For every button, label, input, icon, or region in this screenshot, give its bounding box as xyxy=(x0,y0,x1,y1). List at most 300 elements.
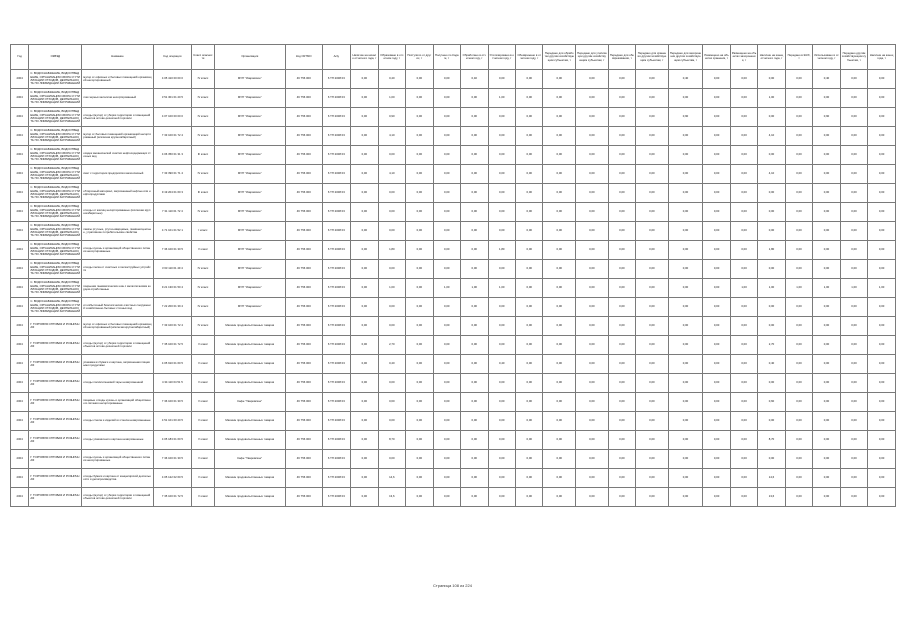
table-cell: 0,00 xyxy=(785,488,812,507)
table-cell: 4 71 101 01 52 1 xyxy=(153,222,192,241)
table-cell: 9 19 204 01 60 3 xyxy=(153,184,192,203)
table-cell: 0,00 xyxy=(351,222,378,241)
table-cell: 0,00 xyxy=(785,165,812,184)
table-cell: 46 756 000 xyxy=(285,70,322,89)
table-cell: 0,00 xyxy=(515,393,542,412)
table-cell: 0,00 xyxy=(668,450,703,469)
table-cell: 0,00 xyxy=(406,165,433,184)
table-cell: 0,00 xyxy=(488,488,515,507)
table-cell: 7 22 200 01 39 4 xyxy=(153,298,192,317)
table-cell: 2004 xyxy=(11,450,29,469)
table-cell: 0,00 xyxy=(668,89,703,108)
table-cell: 0,00 xyxy=(433,146,460,165)
table-cell: мусор от бытовых помещений организаций несортированный (исключая крупногабаритный) xyxy=(82,127,153,146)
table-cell: 0,00 xyxy=(515,450,542,469)
table-cell: покрышки пневматических шин с металлическим кордом отработанные xyxy=(82,279,153,298)
table-cell: 46 756 000 xyxy=(285,127,322,146)
table-row xyxy=(11,336,896,355)
table-cell: 0,00 xyxy=(488,298,515,317)
table-cell: 0,00 xyxy=(840,203,867,222)
table-cell: 0,00 xyxy=(668,241,703,260)
table-cell: 0,00 xyxy=(433,317,460,336)
table-cell: 0,00 xyxy=(351,336,378,355)
table-cell: 0,00 xyxy=(813,203,840,222)
table-cell: 0,00 xyxy=(406,412,433,431)
table-cell: 0,00 xyxy=(868,488,896,507)
table-cell: 0,00 xyxy=(576,355,609,374)
table-cell: 0,00 xyxy=(703,165,730,184)
table-cell: 0,00 xyxy=(758,374,785,393)
table-cell: 0,00 xyxy=(608,70,635,89)
table-cell: 46 756 000 xyxy=(285,374,322,393)
table-cell: 6 ТП 2008 03 xyxy=(322,488,351,507)
column-header: Наличие на конец отчетного года, т xyxy=(758,45,785,70)
table-cell: 0,00 xyxy=(515,146,542,165)
table-cell: 1,00 xyxy=(730,279,757,298)
table-cell: 0,00 xyxy=(515,355,542,374)
table-cell: 6 ТП 2008 03 xyxy=(322,165,351,184)
table-cell: 0,00 xyxy=(703,374,730,393)
table-cell: 0,00 xyxy=(543,70,576,89)
table-cell: 46 756 000 xyxy=(285,355,322,374)
table-cell: 4,10 xyxy=(378,165,405,184)
table-cell: 0,00 xyxy=(758,260,785,279)
table-cell: 0,00 xyxy=(543,336,576,355)
table-cell: V класс xyxy=(192,374,214,393)
table-cell: 0,00 xyxy=(378,222,405,241)
table-cell: 0,00 xyxy=(406,203,433,222)
table-row xyxy=(11,393,896,412)
table-cell: 0,00 xyxy=(813,89,840,108)
table-cell: 0,00 xyxy=(543,393,576,412)
table-cell: Магазин продовольственных товаров xyxy=(214,488,285,507)
table-cell: 2004 xyxy=(11,469,29,488)
table-cell: 0,00 xyxy=(351,317,378,336)
table-cell: 0,00 xyxy=(730,203,757,222)
table-cell: 0,00 xyxy=(785,241,812,260)
table-cell: 6 ТП 2008 03 xyxy=(322,355,351,374)
table-cell: Магазин продовольственных товаров xyxy=(214,412,285,431)
column-header: Acty xyxy=(322,45,351,70)
table-cell: 0,00 xyxy=(576,108,609,127)
table-cell: 0,00 xyxy=(543,165,576,184)
table-cell: 13,6 xyxy=(758,488,785,507)
table-cell: 0,00 xyxy=(785,260,812,279)
column-header: Использовано в отчетном году, т xyxy=(813,45,840,70)
table-cell: 4,10 xyxy=(378,127,405,146)
table-cell: 0,00 xyxy=(785,184,812,203)
table-cell: 0,00 xyxy=(433,222,460,241)
table-cell: 0,00 xyxy=(840,146,867,165)
table-cell: 0,00 xyxy=(461,336,488,355)
table-cell: 46 756 000 xyxy=(285,222,322,241)
table-cell: 0,00 xyxy=(636,298,669,317)
table-cell: 0,00 xyxy=(868,165,896,184)
table-cell: 1,80 xyxy=(758,241,785,260)
table-cell: 0,60 xyxy=(758,393,785,412)
table-cell: 0,00 xyxy=(608,393,635,412)
table-cell: 0,00 xyxy=(703,108,730,127)
column-header: Код операции xyxy=(153,45,192,70)
table-cell: 0,00 xyxy=(868,374,896,393)
column-header: Код ОКТМО xyxy=(285,45,322,70)
table-cell: Г. ТОРГОВЛЯ ОПТОВАЯ И РОЗНИЧНАЯ xyxy=(29,317,82,336)
table-cell: IV класс xyxy=(192,89,214,108)
table-cell: отходы кухонь и организаций общественного питания несортированные xyxy=(82,450,153,469)
table-cell: 0,00 xyxy=(703,488,730,507)
table-cell: V класс xyxy=(192,450,214,469)
table-cell: 0,00 xyxy=(608,165,635,184)
table-cell: III класс xyxy=(192,184,214,203)
table-cell: 0,00 xyxy=(378,146,405,165)
table-cell: 0,00 xyxy=(351,70,378,89)
table-cell: 0,00 xyxy=(868,108,896,127)
table-cell: 0,00 xyxy=(433,89,460,108)
table-cell: 8,70 xyxy=(378,431,405,450)
table-cell: 0,00 xyxy=(703,298,730,317)
table-row xyxy=(11,203,896,222)
table-row xyxy=(11,279,896,298)
table-cell: 0,00 xyxy=(636,317,669,336)
table-cell: 0,00 xyxy=(785,450,812,469)
table-cell: 0,00 xyxy=(576,412,609,431)
table-cell: С. ВОДОСНАБЖЕНИЕ, ВОДООТВЕДЕНИЕ, ОРГАНИЗАЦИЯ СБОРА И УТИЛИЗАЦИИ ОТХОДОВ, ДЕЯТЕЛЬНОСТЬ ПО ЛИКВИДАЦИИ ЗАГРЯЗНЕНИЙ xyxy=(29,127,82,146)
table-cell: 0,00 xyxy=(730,355,757,374)
table-cell: 0,00 xyxy=(488,450,515,469)
table-cell: 3 51 301 01 20 5 xyxy=(153,89,192,108)
table-cell: 0,00 xyxy=(543,374,576,393)
table-cell: 0,00 xyxy=(840,355,867,374)
table-cell: 0,00 xyxy=(785,355,812,374)
table-cell: МУП "Уваровское" xyxy=(214,184,285,203)
table-cell: 6 ТП 2008 03 xyxy=(322,374,351,393)
table-cell: 0,00 xyxy=(636,222,669,241)
column-header: ОКВЭД xyxy=(29,45,82,70)
table-cell: 0,00 xyxy=(406,298,433,317)
table-cell: 7 36 100 01 30 5 xyxy=(153,393,192,412)
table-cell: V класс xyxy=(192,488,214,507)
table-cell: IV класс xyxy=(192,70,214,89)
table-cell: 0,00 xyxy=(488,412,515,431)
table-cell: 0,00 xyxy=(636,431,669,450)
table-cell: 0,40 xyxy=(461,70,488,89)
table-cell: 0,00 xyxy=(515,127,542,146)
table-cell: 6 ТП 2008 03 xyxy=(322,70,351,89)
table-cell: 0,00 xyxy=(813,336,840,355)
table-cell: 0,40 xyxy=(813,70,840,89)
table-cell: 0,00 xyxy=(351,203,378,222)
table-cell: С. ВОДОСНАБЖЕНИЕ, ВОДООТВЕДЕНИЕ, ОРГАНИЗАЦИЯ СБОРА И УТИЛИЗАЦИИ ОТХОДОВ, ДЕЯТЕЛЬНОСТЬ ПО ЛИКВИДАЦИИ ЗАГРЯЗНЕНИЙ xyxy=(29,222,82,241)
table-cell: 0,00 xyxy=(351,108,378,127)
table-cell: 0,00 xyxy=(406,241,433,260)
table-cell: 1,00 xyxy=(488,89,515,108)
table-row xyxy=(11,241,896,260)
table-cell: 0,00 xyxy=(730,488,757,507)
table-cell: 0,00 xyxy=(515,241,542,260)
table-cell: 4 05 183 01 60 5 xyxy=(153,431,192,450)
table-cell: 46 756 000 xyxy=(285,241,322,260)
table-cell: 0,00 xyxy=(406,488,433,507)
column-header: Организация xyxy=(214,45,285,70)
table-cell: 0,40 xyxy=(488,355,515,374)
table-cell: 2004 xyxy=(11,89,29,108)
table-cell: 0,00 xyxy=(515,184,542,203)
table-cell: 0,00 xyxy=(730,184,757,203)
table-cell: 1,00 xyxy=(488,279,515,298)
table-cell: 0,00 xyxy=(433,184,460,203)
table-cell: 0,00 xyxy=(351,279,378,298)
table-cell: 0,00 xyxy=(488,222,515,241)
table-cell: 14,6 xyxy=(758,469,785,488)
table-cell: 0,00 xyxy=(461,222,488,241)
table-cell: 0,00 xyxy=(461,317,488,336)
table-cell: 0,00 xyxy=(608,279,635,298)
table-cell: 0,00 xyxy=(636,184,669,203)
table-cell: 7 31 110 01 72 4 xyxy=(153,203,192,222)
table-cell: 0,40 xyxy=(378,355,405,374)
table-cell: 0,00 xyxy=(461,488,488,507)
table-cell: 0,00 xyxy=(433,431,460,450)
table-cell: 0,00 xyxy=(868,336,896,355)
table-cell: МУП "Уваровское" xyxy=(214,165,285,184)
table-cell: 0,00 xyxy=(515,488,542,507)
table-cell: 6 ТП 2008 03 xyxy=(322,431,351,450)
table-cell: 0,00 xyxy=(813,450,840,469)
table-cell: 0,90 xyxy=(378,108,405,127)
table-cell: 0,00 xyxy=(636,241,669,260)
table-cell: 0,00 xyxy=(813,393,840,412)
table-cell: 2004 xyxy=(11,412,29,431)
table-cell: 0,00 xyxy=(515,108,542,127)
table-row xyxy=(11,469,896,488)
column-header: Утилизировано в отчетном году, т xyxy=(488,45,515,70)
column-header: Размещено на объектах захоронения, т xyxy=(730,45,757,70)
table-cell: 0,00 xyxy=(543,203,576,222)
table-cell: 6 ТП 2008 03 xyxy=(322,89,351,108)
table-cell: 0,00 xyxy=(608,374,635,393)
table-cell: 2004 xyxy=(11,127,29,146)
table-cell: 0,00 xyxy=(378,260,405,279)
table-cell: 0,00 xyxy=(488,336,515,355)
table-cell: 46 756 000 xyxy=(285,317,322,336)
table-cell: 0,00 xyxy=(461,450,488,469)
table-cell: 0,00 xyxy=(668,469,703,488)
table-cell: 0,00 xyxy=(703,70,730,89)
table-cell: 0,00 xyxy=(758,298,785,317)
column-header: Передано для обработки другим хозяйствующим субъектам, т xyxy=(543,45,576,70)
table-cell: 0,00 xyxy=(433,108,460,127)
column-header: Наличие на конец года, т xyxy=(868,45,896,70)
table-cell: 0,00 xyxy=(461,374,488,393)
table-cell: 0,00 xyxy=(351,450,378,469)
table-cell: 0,00 xyxy=(576,165,609,184)
table-cell: упаковка из бумаги и картона, загрязненная пищевыми продуктами xyxy=(82,355,153,374)
table-cell: 0,00 xyxy=(433,70,460,89)
table-cell: 0,00 xyxy=(488,127,515,146)
table-row xyxy=(11,317,896,336)
table-cell: V класс xyxy=(192,431,214,450)
table-cell: 46 756 000 xyxy=(285,165,322,184)
table-cell: 0,00 xyxy=(406,317,433,336)
table-cell: Кафе "Уваровское" xyxy=(214,393,285,412)
table-cell: 0,00 xyxy=(703,184,730,203)
table-cell: 0,00 xyxy=(576,260,609,279)
table-cell: отходы бумаги и картона от канцелярской деятельности и делопроизводства xyxy=(82,469,153,488)
table-cell: 0,00 xyxy=(636,393,669,412)
table-cell: 0,00 xyxy=(515,298,542,317)
table-cell: 0,00 xyxy=(813,374,840,393)
table-cell: Магазин продовольственных товаров xyxy=(214,355,285,374)
table-cell: 0,00 xyxy=(576,298,609,317)
table-cell: 0,00 xyxy=(730,260,757,279)
table-cell: 0,00 xyxy=(785,469,812,488)
table-cell: V класс xyxy=(192,412,214,431)
table-cell: 6 ТП 2008 03 xyxy=(322,412,351,431)
table-cell: 0,00 xyxy=(813,127,840,146)
table-cell: 0,00 xyxy=(608,222,635,241)
table-cell: 0,00 xyxy=(576,89,609,108)
column-header: Поступило от других, т xyxy=(406,45,433,70)
table-cell: 0,00 xyxy=(813,488,840,507)
table-cell: С. ВОДОСНАБЖЕНИЕ, ВОДООТВЕДЕНИЕ, ОРГАНИЗАЦИЯ СБОРА И УТИЛИЗАЦИИ ОТХОДОВ, ДЕЯТЕЛЬНОСТЬ ПО ЛИКВИДАЦИИ ЗАГРЯЗНЕНИЙ xyxy=(29,184,82,203)
table-cell: 0,00 xyxy=(433,355,460,374)
table-row xyxy=(11,412,896,431)
table-cell: 0,00 xyxy=(636,260,669,279)
table-cell: 0,00 xyxy=(608,317,635,336)
table-cell: С. ВОДОСНАБЖЕНИЕ, ВОДООТВЕДЕНИЕ, ОРГАНИЗАЦИЯ СБОРА И УТИЛИЗАЦИИ ОТХОДОВ, ДЕЯТЕЛЬНОСТЬ ПО ЛИКВИДАЦИИ ЗАГРЯЗНЕНИЙ xyxy=(29,108,82,127)
table-cell: 0,00 xyxy=(868,450,896,469)
table-cell: IV класс xyxy=(192,165,214,184)
table-cell: 0,00 xyxy=(730,431,757,450)
table-cell: 0,00 xyxy=(668,374,703,393)
table-cell: IV класс xyxy=(192,317,214,336)
table-cell: 0,00 xyxy=(461,241,488,260)
table-cell: 0,00 xyxy=(488,317,515,336)
table-cell: отходы кухонь и организаций общественного питания несортированные xyxy=(82,241,153,260)
table-cell: 2004 xyxy=(11,184,29,203)
table-cell: 0,00 xyxy=(668,165,703,184)
table-cell: 0,00 xyxy=(515,89,542,108)
table-cell: 0,00 xyxy=(785,146,812,165)
table-cell: отходы песка от очистных и пескоструйных устройств xyxy=(82,260,153,279)
table-cell: 0,00 xyxy=(840,469,867,488)
table-row xyxy=(11,165,896,184)
table-cell: IV класс xyxy=(192,279,214,298)
table-cell: 0,00 xyxy=(668,127,703,146)
table-cell: 0,00 xyxy=(703,469,730,488)
table-cell: 0,00 xyxy=(543,89,576,108)
table-cell: 0,00 xyxy=(543,146,576,165)
table-cell: 0,00 xyxy=(703,412,730,431)
table-cell: 7 33 100 01 72 4 xyxy=(153,317,192,336)
table-row xyxy=(11,298,896,317)
table-cell: С. ВОДОСНАБЖЕНИЕ, ВОДООТВЕДЕНИЕ, ОРГАНИЗАЦИЯ СБОРА И УТИЛИЗАЦИИ ОТХОДОВ, ДЕЯТЕЛЬНОСТЬ ПО ЛИКВИДАЦИИ ЗАГРЯЗНЕНИЙ xyxy=(29,70,82,89)
table-cell: 0,00 xyxy=(543,469,576,488)
table-cell: 0,00 xyxy=(515,203,542,222)
table-cell: 0,00 xyxy=(730,89,757,108)
table-cell: 0,00 xyxy=(406,127,433,146)
table-cell: 2004 xyxy=(11,317,29,336)
table-cell: 0,00 xyxy=(636,70,669,89)
table-cell: 0,00 xyxy=(576,241,609,260)
table-cell: 0,00 xyxy=(543,298,576,317)
table-cell: 0,00 xyxy=(461,89,488,108)
table-cell: 0,00 xyxy=(378,450,405,469)
column-header: Передано для хранения другим хозяйствующим субъектам, т xyxy=(636,45,669,70)
table-cell: 0,00 xyxy=(576,488,609,507)
table-cell: 0,00 xyxy=(703,89,730,108)
table-cell: 0,00 xyxy=(608,298,635,317)
table-cell: Г. ТОРГОВЛЯ ОПТОВАЯ И РОЗНИЧНАЯ xyxy=(29,488,82,507)
table-row xyxy=(11,450,896,469)
table-cell: 0,00 xyxy=(576,203,609,222)
table-cell: 1,00 xyxy=(378,279,405,298)
column-header: Класс опасности xyxy=(192,45,214,70)
table-cell: 1,00 xyxy=(378,89,405,108)
table-cell: 0,00 xyxy=(488,184,515,203)
table-cell: 0,00 xyxy=(515,431,542,450)
table-cell: обтирочный материал, загрязненный нефтью или нефтепродуктами xyxy=(82,184,153,203)
table-cell: 0,00 xyxy=(543,260,576,279)
table-cell: 2004 xyxy=(11,241,29,260)
table-cell: 2004 xyxy=(11,431,29,450)
page-number-footer: Страница 108 из 224 xyxy=(433,583,472,588)
table-cell: 0,00 xyxy=(840,393,867,412)
table-cell: 0,00 xyxy=(868,412,896,431)
table-row xyxy=(11,374,896,393)
table-cell: 6 ТП 2008 03 xyxy=(322,127,351,146)
table-cell: С. ВОДОСНАБЖЕНИЕ, ВОДООТВЕДЕНИЕ, ОРГАНИЗАЦИЯ СБОРА И УТИЛИЗАЦИИ ОТХОДОВ, ДЕЯТЕЛЬНОСТЬ ПО ЛИКВИДАЦИИ ЗАГРЯЗНЕНИЙ xyxy=(29,279,82,298)
table-cell: 0,00 xyxy=(636,279,669,298)
table-cell: 6 ТП 2008 03 xyxy=(322,108,351,127)
table-cell: 46 756 000 xyxy=(285,184,322,203)
table-cell: III класс xyxy=(192,146,214,165)
table-row xyxy=(11,127,896,146)
table-cell: отходы упаковочного картона незагрязненные xyxy=(82,431,153,450)
table-cell: 0,40 xyxy=(758,355,785,374)
table-cell: 0,00 xyxy=(406,89,433,108)
table-cell: 0,00 xyxy=(608,469,635,488)
table-cell: 2004 xyxy=(11,70,29,89)
table-cell: IV класс xyxy=(192,203,214,222)
table-cell: 0,00 xyxy=(351,89,378,108)
table-cell: 1,00 xyxy=(785,279,812,298)
table-cell: 0,00 xyxy=(576,374,609,393)
table-cell: 0,00 xyxy=(703,222,730,241)
table-cell: 0,00 xyxy=(406,336,433,355)
table-cell: Г. ТОРГОВЛЯ ОПТОВАЯ И РОЗНИЧНАЯ xyxy=(29,374,82,393)
table-cell: 46 756 000 xyxy=(285,431,322,450)
column-header: Название xyxy=(82,45,153,70)
table-cell: 4 06 350 01 31 3 xyxy=(153,146,192,165)
table-cell: 46 756 000 xyxy=(285,89,322,108)
table-cell: 0,00 xyxy=(668,431,703,450)
table-cell: 0,00 xyxy=(840,412,867,431)
table-cell: 0,00 xyxy=(785,70,812,89)
table-cell: 0,00 xyxy=(461,203,488,222)
table-cell: Кафе "Уваровское" xyxy=(214,450,285,469)
table-cell: 0,00 xyxy=(461,431,488,450)
table-cell: 0,00 xyxy=(576,127,609,146)
column-header: Наличие на начало отчетного года, т xyxy=(351,45,378,70)
table-cell: 0,00 xyxy=(351,241,378,260)
table-cell: 8,70 xyxy=(758,431,785,450)
table-cell: 0,00 xyxy=(730,469,757,488)
table-cell: 0,00 xyxy=(608,241,635,260)
table-cell: 2004 xyxy=(11,355,29,374)
table-cell: 0,00 xyxy=(461,146,488,165)
table-cell: 0,00 xyxy=(488,70,515,89)
